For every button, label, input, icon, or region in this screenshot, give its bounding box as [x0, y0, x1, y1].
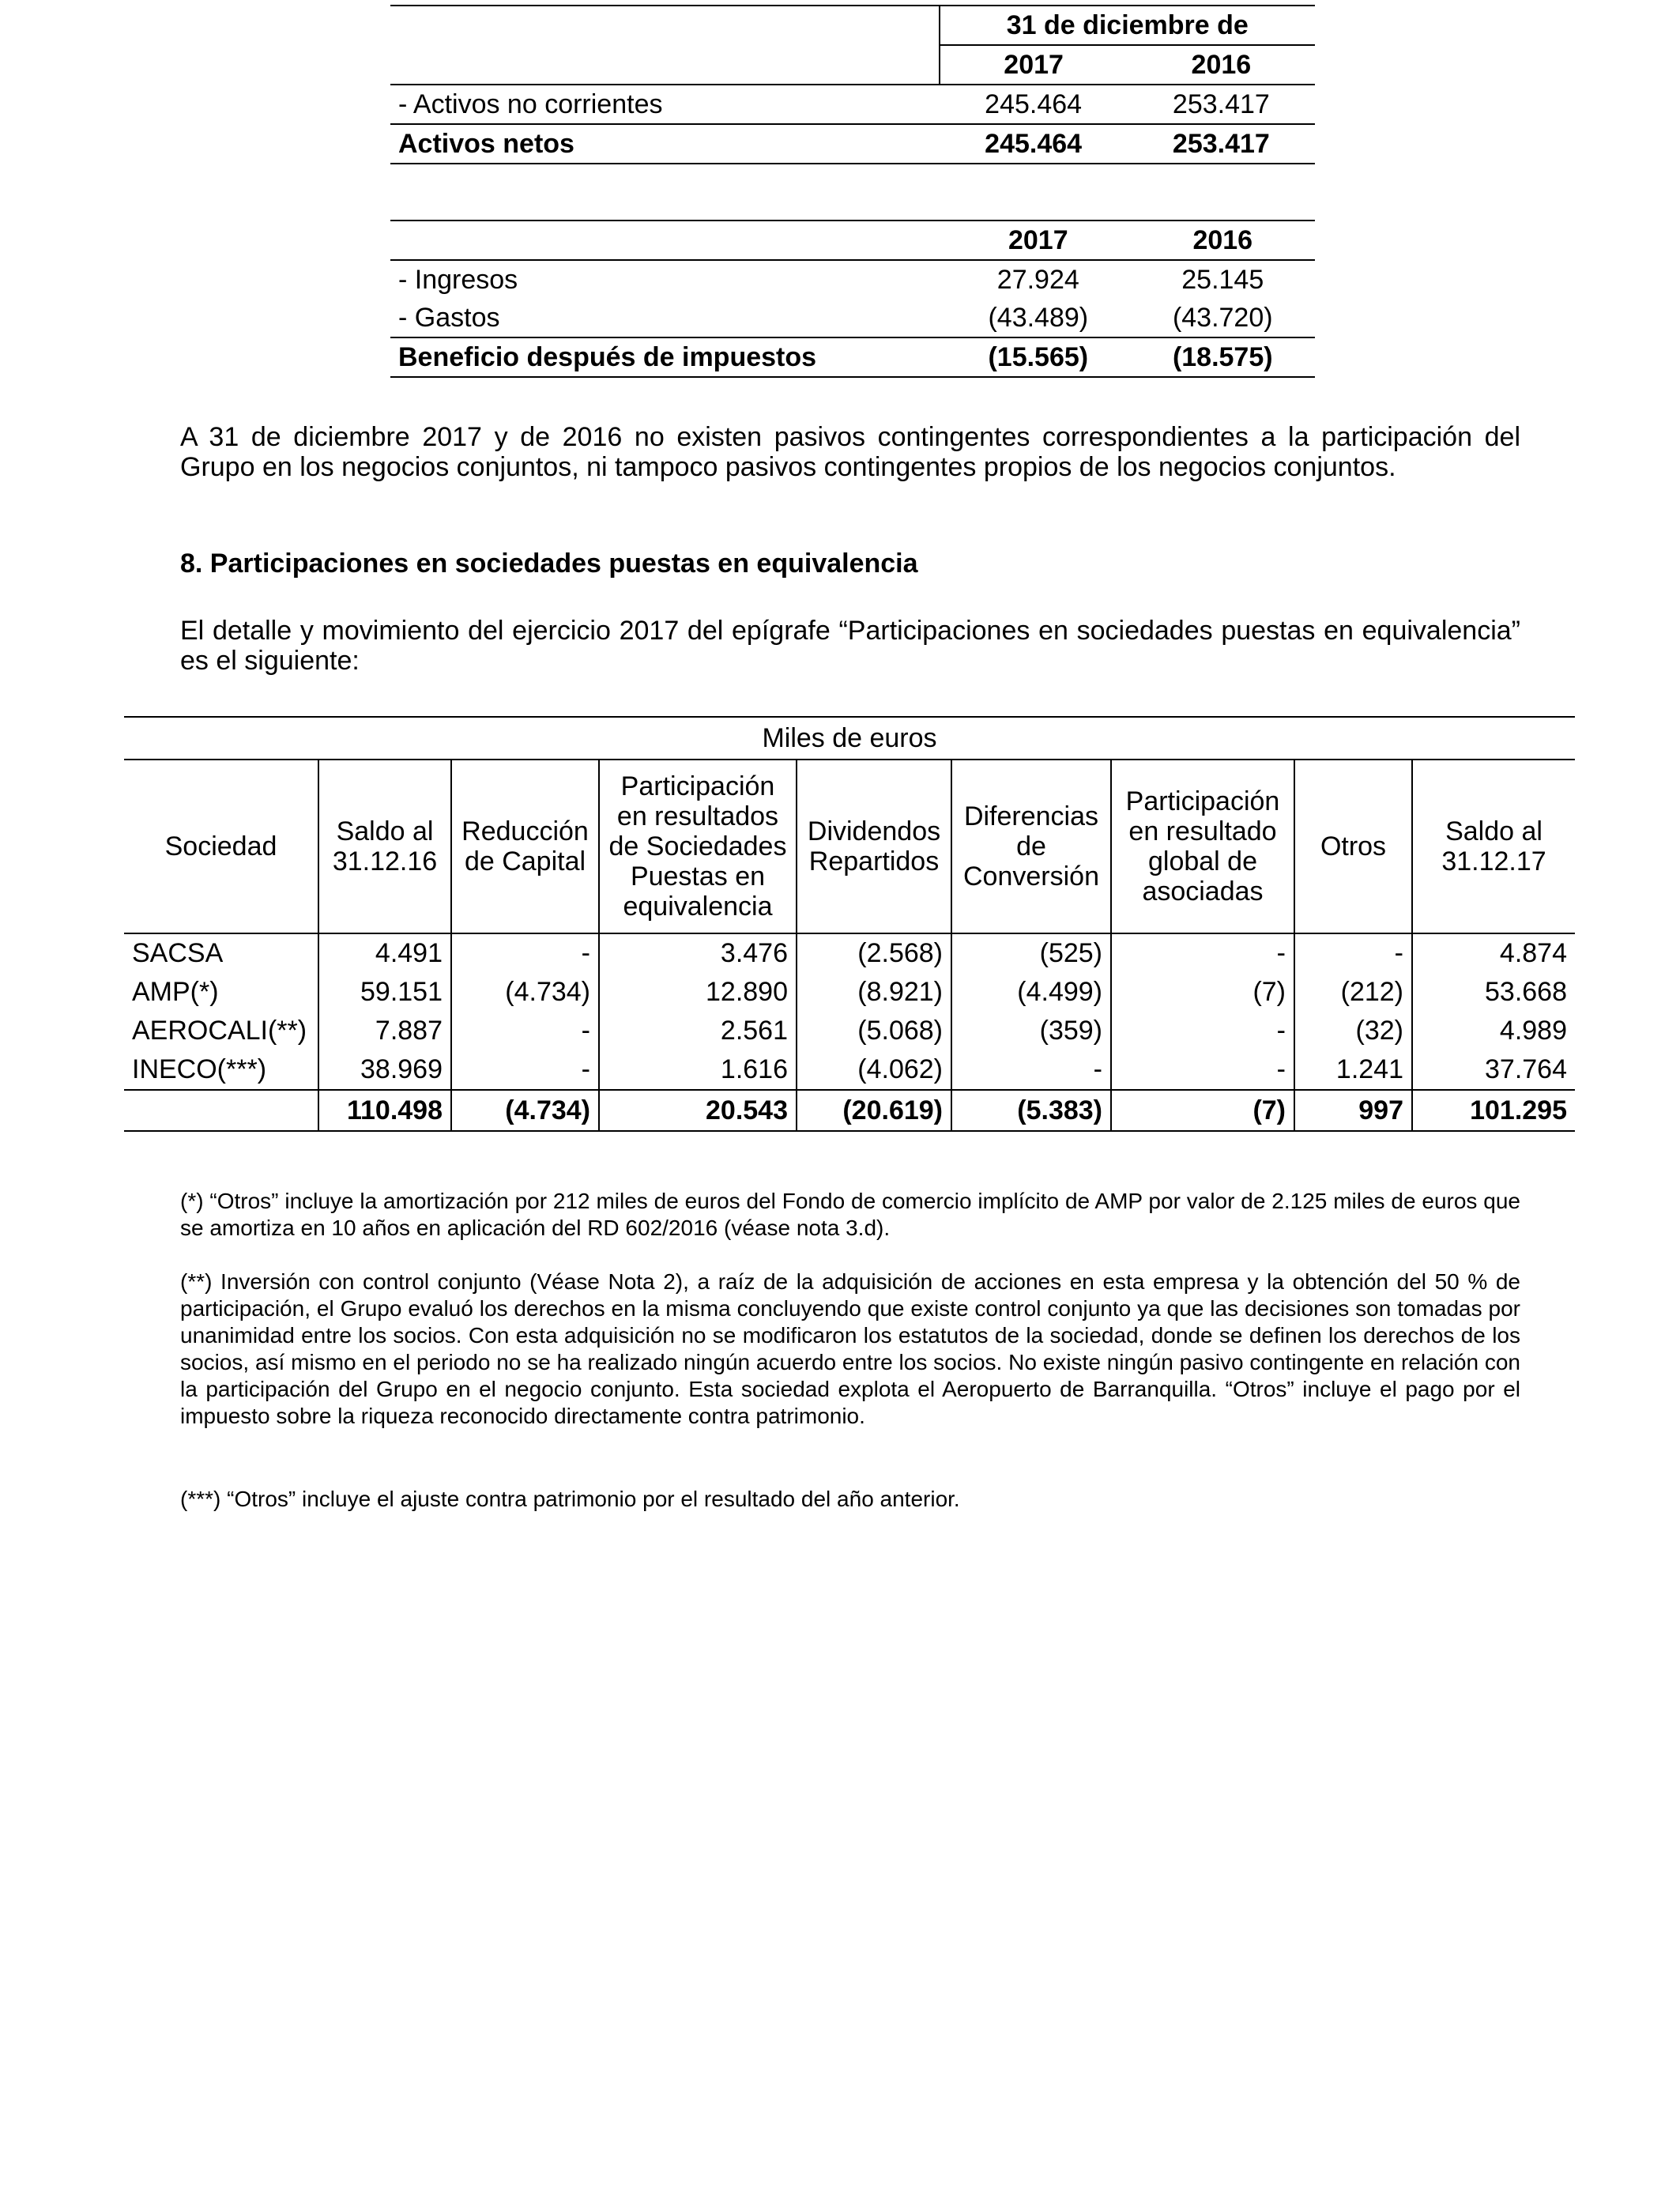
cell-value: 38.969 [318, 1050, 451, 1090]
cell-value: (525) [951, 933, 1111, 973]
cell-value: - [451, 933, 599, 973]
cell-value: (7) [1111, 973, 1294, 1012]
cell-value: (212) [1294, 973, 1412, 1012]
cell-value: - [1111, 933, 1294, 973]
cell-value: 4.874 [1412, 933, 1575, 973]
table-row: - Ingresos 27.924 25.145 [398, 265, 1264, 295]
year-header: 2016 [1131, 221, 1315, 260]
cell-value: (2.568) [797, 933, 951, 973]
column-header: Otros [1294, 760, 1412, 933]
cell-value: 1.241 [1294, 1050, 1412, 1090]
section-heading: 8. Participaciones en sociedades puestas en equivalencia [180, 548, 918, 579]
year-header: 2017 [946, 221, 1130, 260]
cell-value: 12.890 [599, 973, 797, 1012]
cell-value: 59.151 [318, 973, 451, 1012]
column-header: Sociedad [124, 760, 318, 933]
cell-value: (4.734) [451, 973, 599, 1012]
cell-value: (32) [1294, 1012, 1412, 1050]
equity-method-table [124, 716, 1575, 1132]
period-header: 31 de diciembre de [940, 6, 1315, 45]
company-name: SACSA [132, 938, 224, 968]
column-header: Participación en resultados de Sociedades Puestas en equivalencia [599, 760, 797, 933]
company-name: AEROCALI(**) [132, 1016, 307, 1046]
column-header: Saldo al 31.12.16 [318, 760, 451, 933]
cell-value: 3.476 [599, 933, 797, 973]
cell-value: 53.668 [1412, 973, 1575, 1012]
cell-value: - [951, 1050, 1111, 1090]
table-row [124, 933, 1575, 973]
total-row: 110.498 (4.734) 20.543 (20.619) (5.383) (7) 997 101.295 [124, 1090, 1575, 1131]
income-table [390, 220, 1315, 378]
table-row: - Activos no corrientes 245.464 253.417 [390, 85, 1315, 124]
cell-value: (4.499) [951, 973, 1111, 1012]
cell-value: - [451, 1012, 599, 1050]
table-row: - Gastos (43.489) (43.720) [390, 299, 1315, 337]
cell-value: 7.887 [318, 1012, 451, 1050]
year-header: 2017 [940, 45, 1128, 85]
cell-value: - [1111, 1050, 1294, 1090]
footnote-ineco: (***) “Otros” incluye el ajuste contra patrimonio por el resultado del año anterior. [180, 1487, 960, 1511]
cell-value: - [451, 1050, 599, 1090]
cell-value: (359) [951, 1012, 1111, 1050]
contingent-liabilities-paragraph: A 31 de diciembre 2017 y de 2016 no existen pasivos contingentes correspondientes a la participación del Grupo en los negocios conjuntos, ni tampoco pasivos contingentes propios de los negocios conjuntos. [180, 422, 1520, 482]
table-row [124, 1050, 1575, 1090]
cell-value: - [1111, 1012, 1294, 1050]
column-header: Reducción de Capital [451, 760, 599, 933]
cell-value: (8.921) [797, 973, 951, 1012]
cell-value: 4.989 [1412, 1012, 1575, 1050]
table-row [124, 1012, 1575, 1050]
footnote-amp: (*) “Otros” incluye la amortización por 212 miles de euros del Fondo de comercio implícito de AMP por valor de 2.125 miles de euros que se amortiza en 10 años en aplicación del RD 602/2016 (véase nota 3.d). [180, 1189, 1520, 1240]
column-header: Participación en resultado global de asociadas [1111, 760, 1294, 933]
net-assets-table [390, 5, 1315, 164]
cell-value: 37.764 [1412, 1050, 1575, 1090]
cell-value: (5.068) [797, 1012, 951, 1050]
intro-paragraph: El detalle y movimiento del ejercicio 2017 del epígrafe “Participaciones en sociedades puestas en equivalencia” es el siguiente: [180, 616, 1520, 676]
cell-value: - [1294, 933, 1412, 973]
column-header: Saldo al 31.12.17 [1412, 760, 1575, 933]
footnote-aerocali: (**) Inversión con control conjunto (Véase Nota 2), a raíz de la adquisición de acciones en esta empresa y la obtención del 50 % de participación, el Grupo evaluó los derechos en la misma concluyendo que existe control conjunto ya que las decisiones son tomadas por unanimidad entre los socios. Con esta adquisición no se modificaron los estatutos de la sociedad, donde se definen los derechos de los socios, así mismo en el periodo no se ha realizado ningún acuerdo entre los socios. No existe ningún pasivo contingente en relación con la participación del Grupo en el negocio conjunto. Esta sociedad explota el Aeropuerto de Barranquilla. “Otros” incluye el pago por el impuesto sobre la riqueza reconocido directamente contra patrimonio. [180, 1269, 1520, 1428]
column-header: Dividendos Repartidos [797, 760, 951, 933]
company-name: AMP(*) [132, 977, 219, 1007]
column-header: Diferencias de Conversión [951, 760, 1111, 933]
total-row: Beneficio después de impuestos (15.565) (18.575) [390, 337, 1315, 377]
unit-header: Miles de euros [124, 717, 1575, 760]
year-header: 2016 [1128, 45, 1315, 85]
cell-value: 4.491 [318, 933, 451, 973]
cell-value: 2.561 [599, 1012, 797, 1050]
cell-value: (4.062) [797, 1050, 951, 1090]
cell-value: 1.616 [599, 1050, 797, 1090]
company-name: INECO(***) [132, 1054, 267, 1084]
table-row [124, 973, 1575, 1012]
total-row: Activos netos 245.464 253.417 [390, 124, 1315, 164]
